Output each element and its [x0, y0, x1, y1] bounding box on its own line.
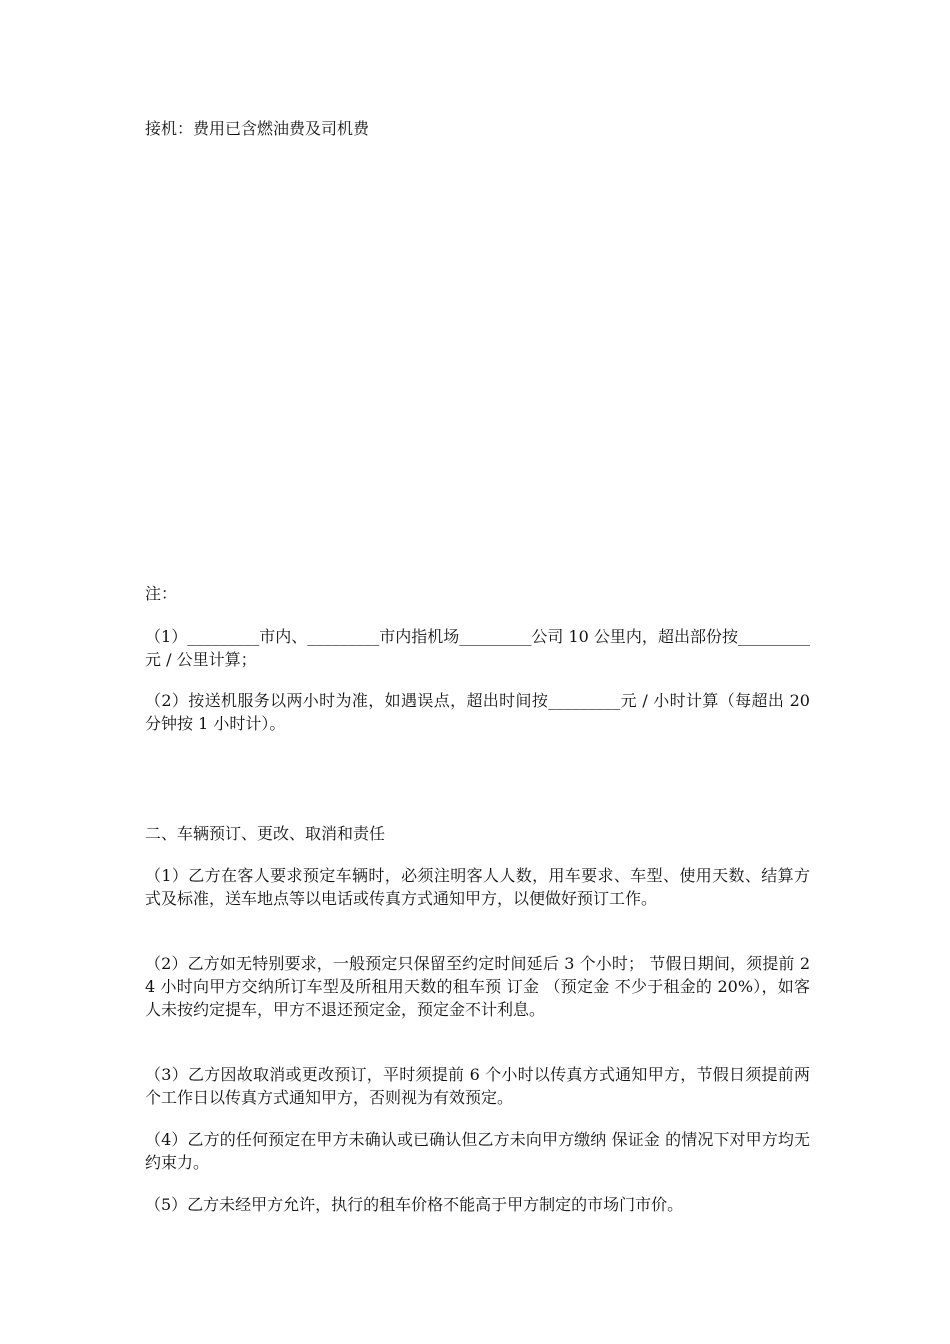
notes-heading: 注： — [145, 584, 178, 603]
section-2-item-4: （4）乙方的任何预定在甲方未确认或已确认但乙方未向甲方缴纳 保证金 的情况下对甲方均无约束力。 — [145, 1130, 810, 1172]
section-2-title: 二、车辆预订、更改、取消和责任 — [145, 824, 386, 843]
note-item-1: （1）_________市内、_________市内指机场_________公司 10 公里内，超出部份按_________元 / 公里计算； — [145, 627, 810, 669]
section-2-item-3: （3）乙方因故取消或更改预订，平时须提前 6 个小时以传真方式通知甲方，节假日须提前两个工作日以传真方式通知甲方，否则视为有效预定。 — [145, 1065, 810, 1107]
section-2-item-5: （5）乙方未经甲方允许，执行的租车价格不能高于甲方制定的市场门市价。 — [145, 1195, 684, 1214]
section-2-item-2: （2）乙方如无特别要求，一般预定只保留至约定时间延后 3 个小时； 节假日期间，须提前 24 小时向甲方交纳所订车型及所租用天数的租车预 订金 （预定金 不少于租金的 20%），如客人未按约定提车，甲方不退还预定金，预定金不计利息。 — [145, 954, 810, 1019]
note-item-2: （2）按送机服务以两小时为准，如遇误点，超出时间按_________元 / 小时计算（每超出 20 分钟按 1 小时计）。 — [145, 691, 810, 733]
section-2-item-1: （1）乙方在客人要求预定车辆时，必须注明客人人数，用车要求、车型、使用天数、结算方式及标准，送车地点等以电话或传真方式通知甲方，以便做好预订工作。 — [145, 866, 810, 908]
pickup-fee-line: 接机：费用已含燃油费及司机费 — [145, 119, 370, 138]
